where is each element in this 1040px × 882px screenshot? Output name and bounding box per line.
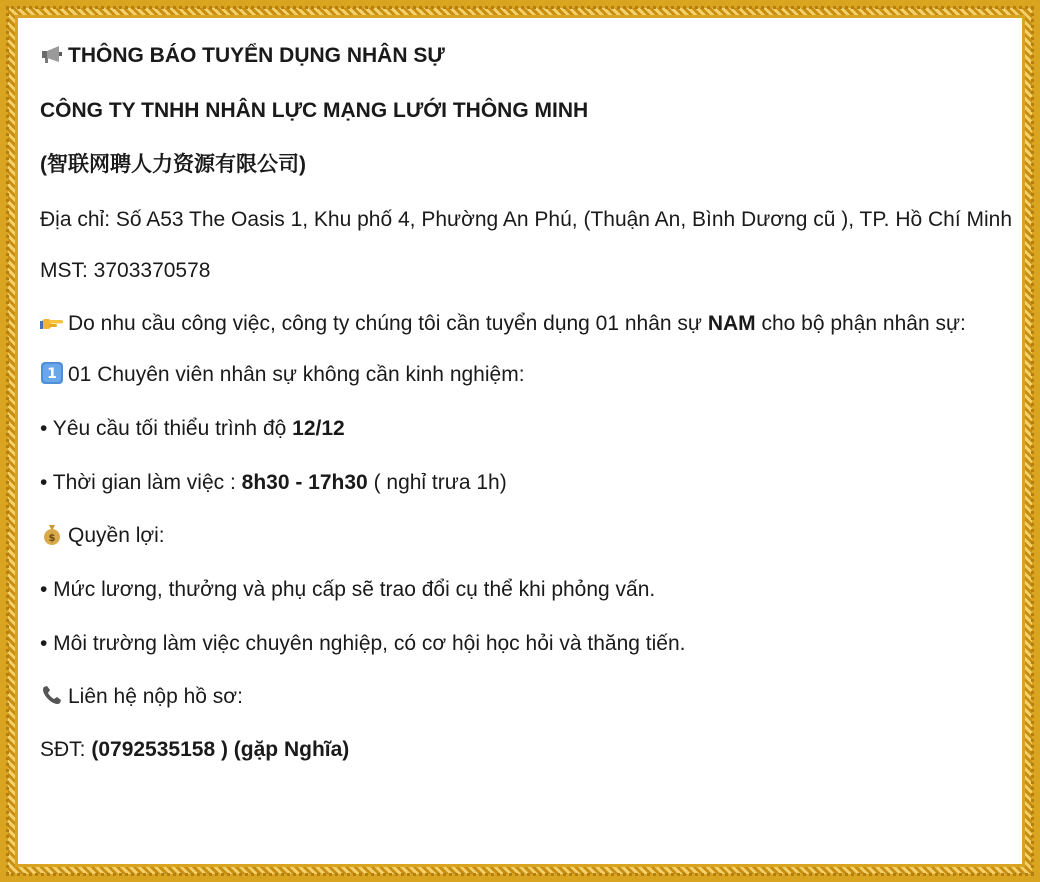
keycap-1-icon: [40, 362, 64, 384]
requirement-education: [40, 411, 1015, 447]
requirement-hours-note: ( nghỉ trưa 1h): [367, 471, 507, 494]
position-row: [40, 357, 1015, 393]
company-name-chinese: (智联网聘人力资源有限公司): [40, 153, 306, 176]
company-address: Địa chỉ: Số A53 The Oasis 1, Khu phố 4, Phường An Phú, (Thuận An, Bình Dương cũ ), TP. Hồ Chí Minh: [40, 208, 1013, 231]
hiring-intro: [40, 306, 1015, 342]
gender-requirement: NAM: [707, 312, 756, 335]
requirement-education-value: 12/12: [292, 417, 345, 440]
svg-text:$: $: [48, 533, 56, 544]
telephone-icon: [40, 684, 64, 706]
megaphone-icon: [40, 43, 64, 65]
notice-title-row: [40, 38, 1015, 74]
benefit-environment: • Môi trường làm việc chuyên nghiệp, có cơ hội học hỏi và thăng tiến.: [40, 632, 686, 655]
requirement-hours-label: • Thời gian làm việc :: [40, 471, 242, 494]
tax-code: MST: 3703370578: [40, 259, 211, 282]
benefits-heading: [40, 518, 1015, 554]
contact-phone: [40, 732, 1015, 768]
requirement-hours: [40, 465, 1015, 501]
benefits-title: Quyền lợi:: [68, 524, 165, 547]
position-title: 01 Chuyên viên nhân sự không cần kinh nghiệm:: [68, 363, 525, 386]
requirement-education-label: • Yêu cầu tối thiểu trình độ: [40, 417, 293, 440]
requirement-hours-value: 8h30 - 17h30: [241, 471, 368, 494]
hiring-intro-text: Do nhu cầu công việc, công ty chúng tôi cần tuyển dụng 01 nhân sự: [68, 312, 708, 335]
pointing-hand-icon: [40, 311, 64, 333]
notice-title: THÔNG BÁO TUYỂN DỤNG NHÂN SỰ: [68, 44, 445, 67]
hiring-intro-suffix: cho bộ phận nhân sự:: [755, 312, 966, 335]
phone-value: (0792535158 ) (gặp Nghĩa): [91, 738, 350, 761]
phone-label: SĐT:: [40, 738, 92, 761]
contact-heading: [40, 679, 1015, 715]
recruitment-notice: [40, 38, 1015, 784]
company-name: CÔNG TY TNHH NHÂN LỰC MẠNG LƯỚI THÔNG MINH: [40, 99, 589, 122]
money-bag-icon: [40, 523, 64, 545]
svg-text:1: 1: [47, 366, 57, 382]
contact-title: Liên hệ nộp hồ sơ:: [68, 685, 243, 708]
benefit-salary: • Mức lương, thưởng và phụ cấp sẽ trao đổi cụ thể khi phỏng vấn.: [40, 578, 656, 601]
